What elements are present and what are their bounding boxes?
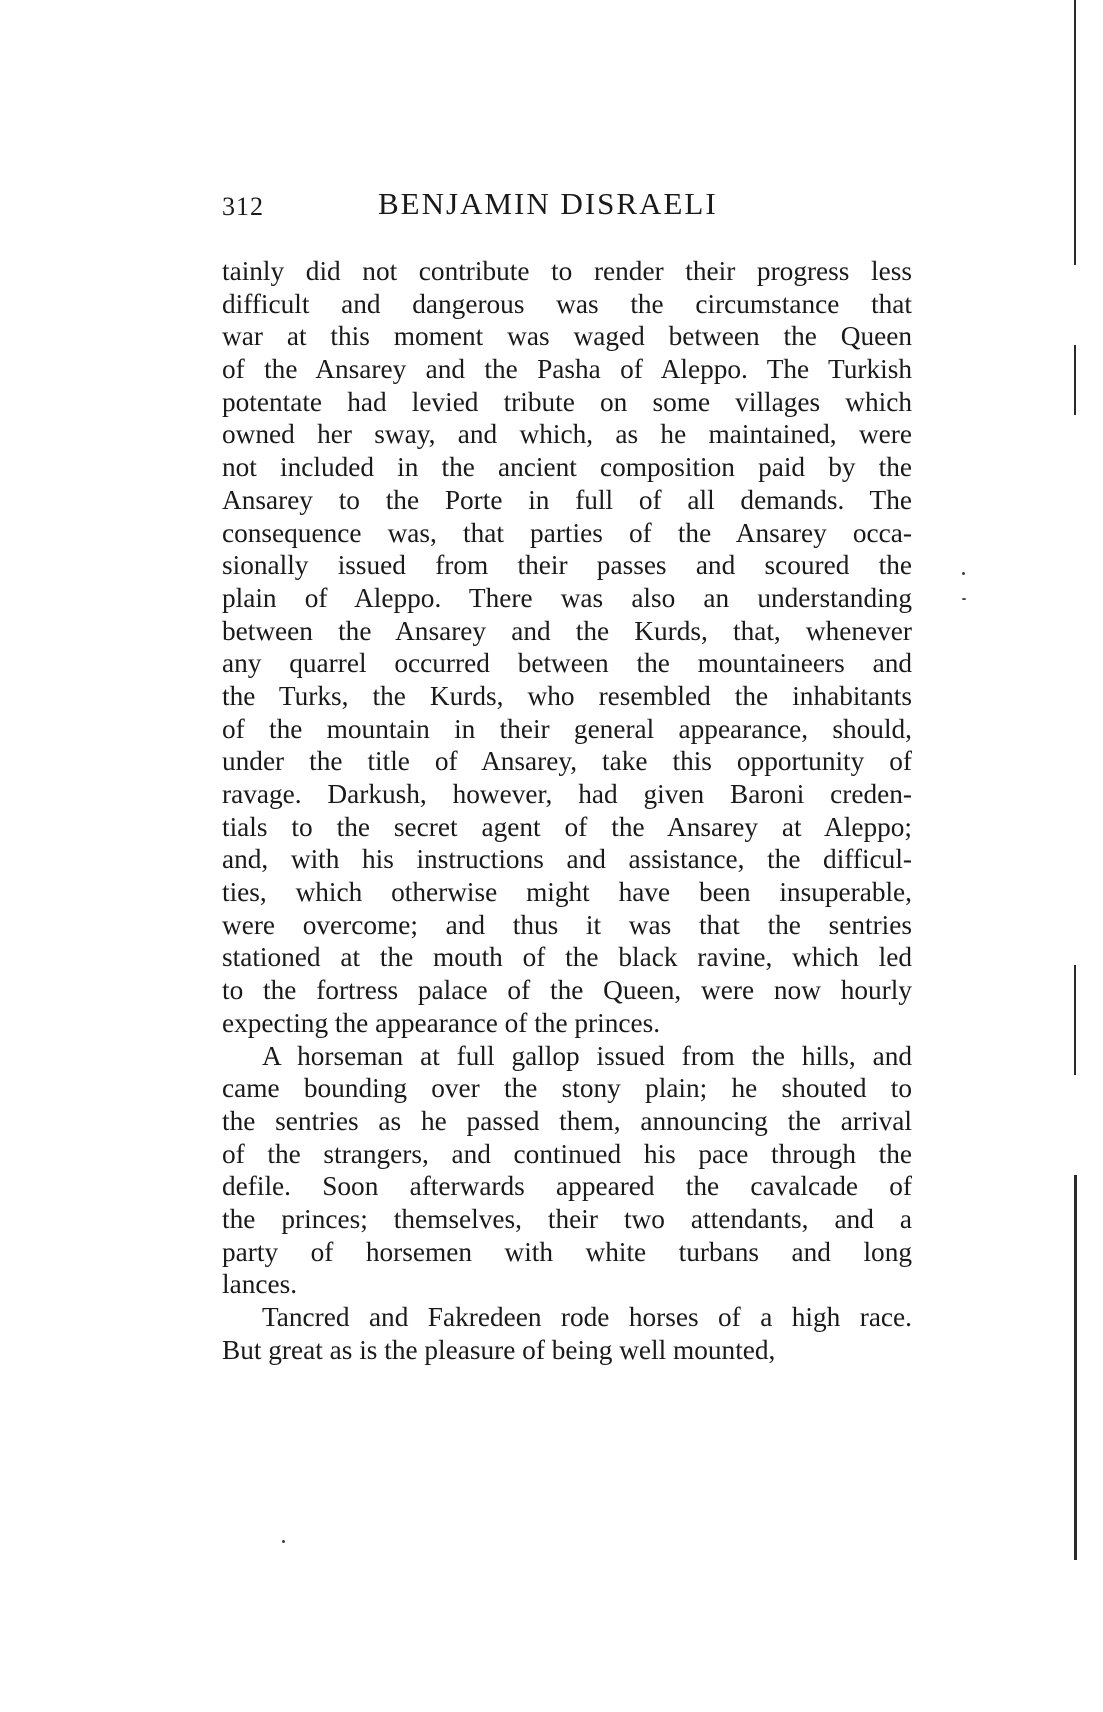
text-line: of the mountain in their general appearance, should, [222, 713, 912, 744]
text-line: A horseman at full gallop issued from the hills, and [262, 1040, 912, 1071]
text-line: defile. Soon afterwards appeared the cavalcade of [222, 1171, 912, 1202]
speck [962, 572, 965, 575]
text-line: owned her sway, and which, as he maintained, were [222, 419, 912, 450]
text-line: not included in the ancient composition paid by the [222, 452, 912, 483]
text-line: of the strangers, and continued his pace through the [222, 1138, 912, 1169]
text-line: the princes; themselves, their two attendants, and a [222, 1203, 912, 1234]
text-line: party of horsemen with white turbans and long [222, 1236, 912, 1267]
running-title: BENJAMIN DISRAELI [378, 186, 718, 221]
text-line: the sentries as he passed them, announcing the arrival [222, 1105, 912, 1136]
text-line: Ansarey to the Porte in full of all demands. The [222, 484, 912, 515]
text-line: under the title of Ansarey, take this opportunity of [222, 746, 912, 777]
text-line: the Turks, the Kurds, who resembled the inhabitants [222, 680, 912, 711]
text-line: difficult and dangerous was the circumstance that [222, 288, 912, 319]
body-text [222, 255, 912, 1366]
paragraph [222, 1301, 912, 1366]
paragraph [222, 255, 912, 1040]
speck [962, 598, 966, 600]
scan-edge [1074, 965, 1076, 1075]
text-line: sionally issued from their passes and scoured the [222, 550, 912, 581]
text-line: between the Ansarey and the Kurds, that, whenever [222, 615, 912, 646]
text-line: of the Ansarey and the Pasha of Aleppo. The Turkish [222, 354, 912, 385]
scan-edge [1074, 0, 1076, 265]
text-line: lances. [222, 1269, 298, 1300]
text-line: ravage. Darkush, however, had given Baroni creden- [222, 779, 912, 809]
text-line: consequence was, that parties of the Ansarey occa- [222, 517, 912, 548]
text-line: ties, which otherwise might have been insuperable, [222, 877, 912, 908]
text-line: war at this moment was waged between the Queen [222, 321, 912, 352]
scan-edge [1074, 1175, 1077, 1560]
text-line: expecting the appearance of the princes. [222, 1007, 661, 1038]
text-line: were overcome; and thus it was that the sentries [222, 909, 912, 940]
text-line: and, with his instructions and assistance, the difficul- [222, 844, 912, 875]
text-line: came bounding over the stony plain; he shouted to [222, 1073, 912, 1104]
scan-edge [1074, 345, 1076, 415]
text-line: any quarrel occurred between the mountaineers and [222, 648, 912, 679]
text-line: to the fortress palace of the Queen, were now hourly [222, 975, 912, 1006]
text-line: But great as is the pleasure of being well mounted, [222, 1334, 776, 1365]
text-line: Tancred and Fakredeen rode horses of a high race. [262, 1302, 912, 1332]
text-line: tainly did not contribute to render their progress less [222, 256, 912, 286]
text-line: potentate had levied tribute on some villages which [222, 386, 912, 417]
page-number: 312 [222, 192, 264, 221]
paragraph [222, 1040, 912, 1302]
text-line: plain of Aleppo. There was also an understanding [222, 582, 912, 613]
text-line: tials to the secret agent of the Ansarey at Aleppo; [222, 811, 912, 842]
text-line: stationed at the mouth of the black ravine, which led [222, 942, 912, 973]
running-head [0, 186, 1103, 226]
speck [282, 1540, 285, 1543]
